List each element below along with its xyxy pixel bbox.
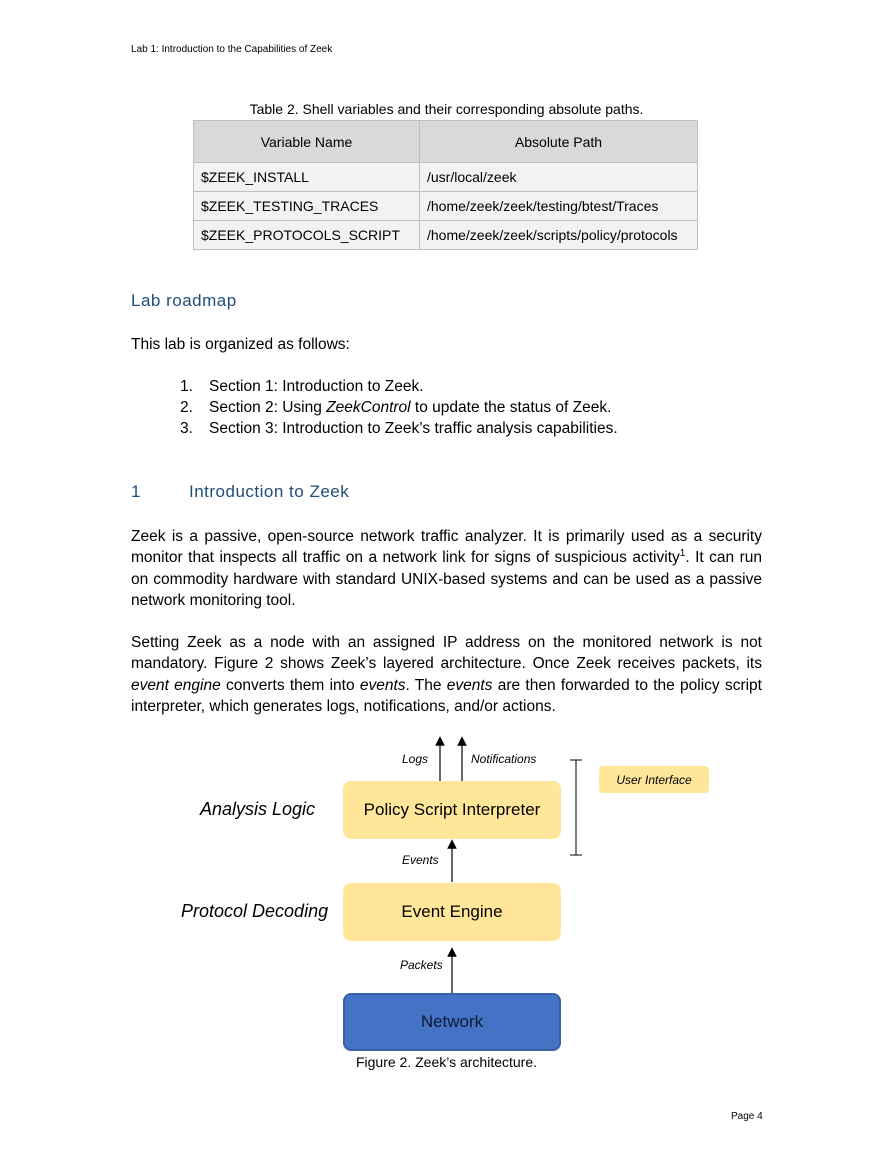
- table-cell: $ZEEK_TESTING_TRACES: [194, 192, 420, 221]
- event-engine-box: Event Engine: [343, 883, 561, 941]
- paragraph-emphasis: event engine: [131, 676, 221, 694]
- paragraph-text: . It can run on commodity hardware with standard UNIX-based systems and can be used as a passive network monitoring tool.: [131, 549, 763, 609]
- packets-label: Packets: [400, 958, 443, 972]
- column-header-absolute-path: Absolute Path: [420, 121, 698, 163]
- roadmap-heading: Lab roadmap: [131, 291, 237, 310]
- table-cell: $ZEEK_INSTALL: [194, 163, 420, 192]
- list-text: Section 1: Introduction to Zeek.: [209, 378, 424, 395]
- protocol-decoding-label: Protocol Decoding: [181, 901, 329, 921]
- logs-label: Logs: [402, 752, 429, 766]
- footnote-marker: 1: [679, 548, 686, 560]
- roadmap-intro: This lab is organized as follows:: [131, 336, 350, 353]
- paragraph-text: Setting Zeek as a node with an assigned IP address on the monitored network is not mandatory. Figure 2 shows Zeek’s layered architecture. Once Zeek receives packets, its: [131, 634, 762, 673]
- paragraph-emphasis: events: [359, 676, 406, 694]
- list-number: 1.: [180, 378, 193, 395]
- section-title: Introduction to Zeek: [189, 482, 350, 501]
- column-header-variable-name: Variable Name: [194, 121, 420, 163]
- section-number: 1: [131, 482, 141, 501]
- figure-caption: Figure 2. Zeek’s architecture.: [355, 1054, 538, 1070]
- paragraph-emphasis: events: [446, 676, 493, 694]
- network-box: Network: [343, 993, 561, 1051]
- list-text: to update the status of Zeek.: [410, 399, 612, 416]
- analysis-logic-label: Analysis Logic: [200, 799, 316, 819]
- list-text: Section 3: Introduction to Zeek’s traffic analysis capabilities.: [209, 420, 618, 437]
- table-cell: /home/zeek/zeek/scripts/policy/protocols: [420, 221, 698, 250]
- table-cell: /home/zeek/zeek/testing/btest/Traces: [420, 192, 698, 221]
- table-cell: /usr/local/zeek: [420, 163, 698, 192]
- list-text-emphasis: ZeekControl: [326, 399, 411, 416]
- table-caption: Table 2. Shell variables and their corresponding absolute paths.: [249, 101, 644, 117]
- notifications-label: Notifications: [471, 752, 537, 766]
- events-label: Events: [402, 853, 439, 867]
- paragraph-text: . The: [405, 676, 447, 694]
- list-text: Section 2: Using: [209, 399, 327, 416]
- list-number: 2.: [180, 399, 193, 416]
- page-number: Page 4: [731, 1111, 763, 1122]
- table-cell: $ZEEK_PROTOCOLS_SCRIPT: [194, 221, 420, 250]
- paragraph-text: are then forwarded to the policy script interpreter, which generates logs, notifications, and/or actions.: [131, 676, 762, 715]
- list-number: 3.: [180, 420, 193, 437]
- running-header: Lab 1: Introduction to the Capabilities of Zeek: [131, 44, 333, 55]
- paragraph-text: Zeek is a passive, open-source network traffic analyzer. It is primarily used as a security monitor that inspects all traffic on a network link for signs of suspicious activity: [131, 528, 762, 567]
- user-interface-label: User Interface: [599, 766, 709, 793]
- policy-script-interpreter-box: Policy Script Interpreter: [343, 781, 561, 839]
- paragraph-text: converts them into: [220, 676, 360, 694]
